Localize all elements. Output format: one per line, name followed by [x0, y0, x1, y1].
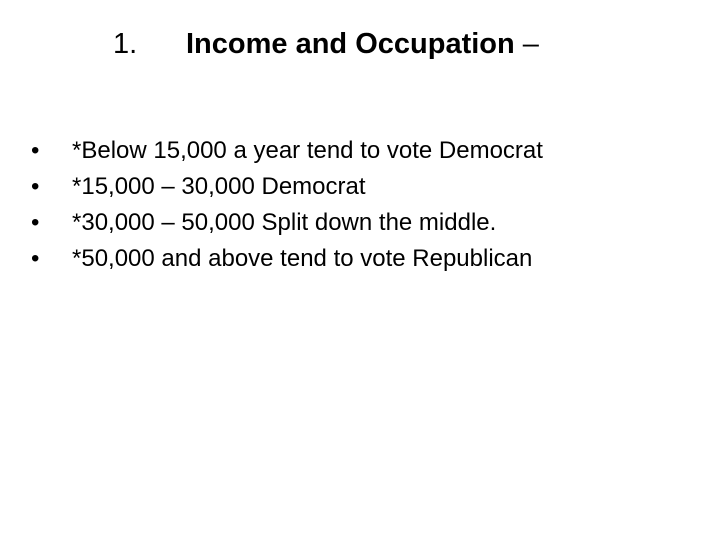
bullet-item [0, 169, 720, 205]
bullet-icon: • [31, 173, 40, 200]
title-number: 1. [113, 28, 138, 60]
title-dash: – [514, 28, 539, 60]
bullet-icon: • [31, 245, 40, 272]
bullet-item [0, 133, 720, 169]
bullet-text: *Below 15,000 a year tend to vote Democrat [72, 137, 543, 164]
bullet-item [0, 205, 720, 241]
bullet-text: *50,000 and above tend to vote Republican [72, 245, 533, 272]
title-label: Income and Occupation [186, 28, 515, 60]
title-text [186, 22, 539, 66]
bullet-text: *30,000 – 50,000 Split down the middle. [72, 209, 497, 236]
slide-title [0, 22, 720, 66]
bullet-item [0, 241, 720, 277]
bullet-icon: • [31, 137, 40, 164]
bullet-list [0, 133, 720, 277]
bullet-icon: • [31, 209, 40, 236]
bullet-text: *15,000 – 30,000 Democrat [72, 173, 366, 200]
